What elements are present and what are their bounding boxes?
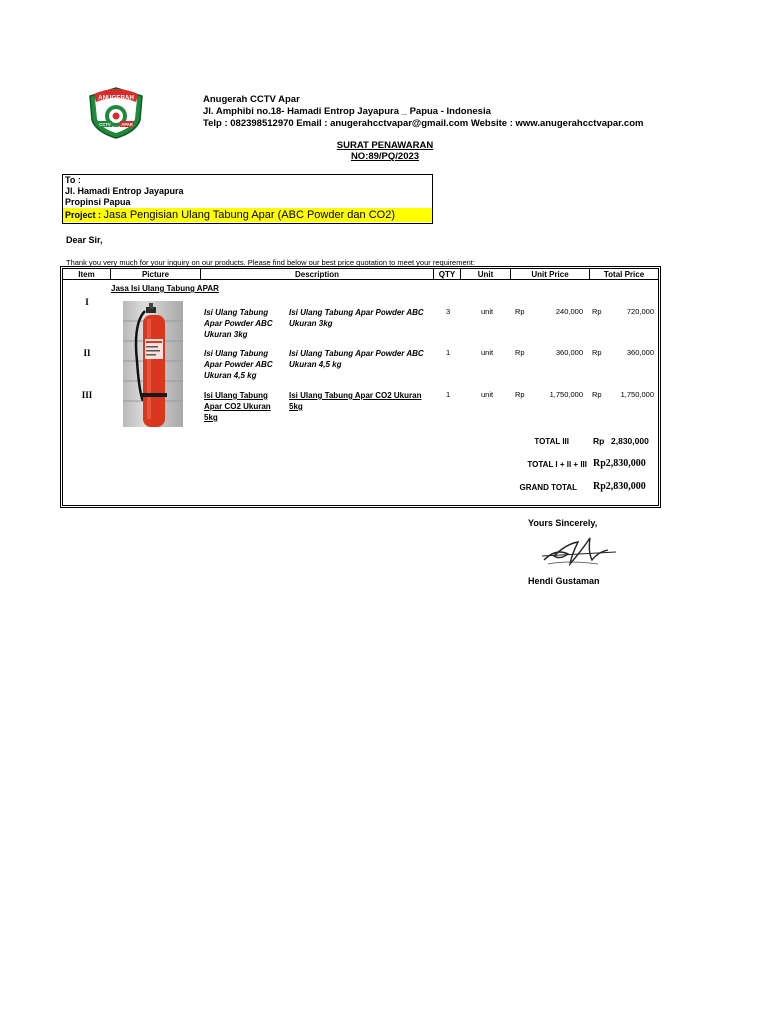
company-address: Jl. Amphibi no.18- Hamadi Entrop Jayapura _ Papua - Indonesia — [203, 106, 491, 117]
project-label: Project : — [65, 210, 102, 220]
row-2-unit-price: 360,000 — [555, 348, 583, 357]
row-1-unit-price: 240,000 — [555, 307, 583, 316]
row-3-currency-2: Rp — [592, 390, 602, 399]
intro-text: Thank you very much for your inquiry on our products. Please find below our best price quotation to meet your requirement: — [66, 258, 475, 267]
row-3-qty: 1 — [446, 390, 451, 399]
row-1-desc-long: Isi Ulang Tabung Apar Powder ABC Ukuran 3kg — [289, 308, 424, 328]
total-iii-currency: Rp — [593, 436, 605, 446]
recipient-address-2: Propinsi Papua — [65, 197, 131, 207]
total-all-value: Rp2,830,000 — [593, 458, 646, 469]
recipient-box — [62, 174, 433, 224]
row-3-desc-long: Isi Ulang Tabung Apar CO2 Ukuran 5kg — [289, 391, 422, 411]
quotation-table — [62, 268, 659, 506]
row-2-total-price: 360,000 — [626, 348, 654, 357]
header-unit-price: Unit Price — [511, 269, 590, 280]
header-picture: Picture — [111, 269, 201, 280]
closing-sincerely: Yours Sincerely, — [528, 518, 598, 528]
recipient-address-1: Jl. Hamadi Entrop Jayapura — [65, 186, 184, 196]
row-3-desc-short: Isi Ulang Tabung Apar CO2 Ukuran 5kg — [204, 391, 271, 422]
row-2-item: II — [83, 348, 91, 358]
row-1-unit: unit — [481, 307, 494, 316]
row-1-currency-2: Rp — [592, 307, 602, 316]
header-qty: QTY — [434, 269, 461, 280]
row-2-qty: 1 — [446, 348, 451, 357]
grand-total-value: Rp2,830,000 — [593, 481, 646, 492]
signer-name: Hendi Gustaman — [528, 576, 600, 586]
header-description: Description — [201, 269, 434, 280]
project-name: Jasa Pengisian Ulang Tabung Apar (ABC Powder dan CO2) — [103, 209, 395, 221]
fire-extinguisher-photo — [123, 301, 183, 427]
header-total-price: Total Price — [590, 269, 658, 280]
header-item: Item — [63, 269, 111, 280]
document-number: NO:89/PQ/2023 — [350, 151, 420, 162]
company-contact: Telp : 082398512970 Email : anugerahcctvapar@gmail.com Website : www.anugerahcctvapar.com — [203, 118, 644, 129]
document-title-text: SURAT PENAWARAN — [336, 140, 434, 151]
project-line — [63, 208, 432, 222]
row-2-desc-long: Isi Ulang Tabung Apar Powder ABC Ukuran 4,5 kg — [289, 349, 424, 369]
grand-total-label: GRAND TOTAL — [519, 483, 577, 492]
row-3-unit-price: 1,750,000 — [549, 390, 583, 399]
company-logo — [86, 86, 146, 140]
total-all-label: TOTAL I + II + III — [527, 460, 587, 469]
row-1-total-price: 720,000 — [626, 307, 654, 316]
row-1-qty: 3 — [446, 307, 451, 316]
row-2-unit: unit — [481, 348, 494, 357]
row-3-unit: unit — [481, 390, 494, 399]
logo-text-right: APAR — [121, 122, 133, 127]
company-header — [203, 94, 643, 130]
row-2-desc-short: Isi Ulang Tabung Apar Powder ABC Ukuran 4,5 kg — [204, 349, 273, 380]
section-title: Jasa Isi Ulang Tabung APAR — [111, 284, 219, 293]
row-2-currency: Rp — [515, 348, 525, 357]
greeting: Dear Sir, — [66, 235, 103, 245]
logo-text-left: CCTV — [99, 122, 111, 127]
signature-image — [538, 530, 620, 570]
row-2-currency-2: Rp — [592, 348, 602, 357]
logo-text-top: ANUGERAH — [98, 94, 134, 102]
row-3-currency: Rp — [515, 390, 525, 399]
total-iii-label: TOTAL III — [534, 437, 569, 446]
row-1-desc-short: Isi Ulang Tabung Apar Powder ABC Ukuran 3kg — [204, 308, 273, 339]
to-label: To : — [65, 175, 81, 185]
row-3-item: III — [81, 390, 93, 400]
company-name: Anugerah CCTV Apar — [203, 94, 300, 105]
row-3-total-price: 1,750,000 — [620, 390, 654, 399]
header-unit: Unit — [461, 269, 511, 280]
row-1-item: I — [85, 297, 89, 307]
row-1-currency: Rp — [515, 307, 525, 316]
document-title — [330, 140, 440, 162]
total-iii-value: 2,830,000 — [611, 436, 649, 446]
